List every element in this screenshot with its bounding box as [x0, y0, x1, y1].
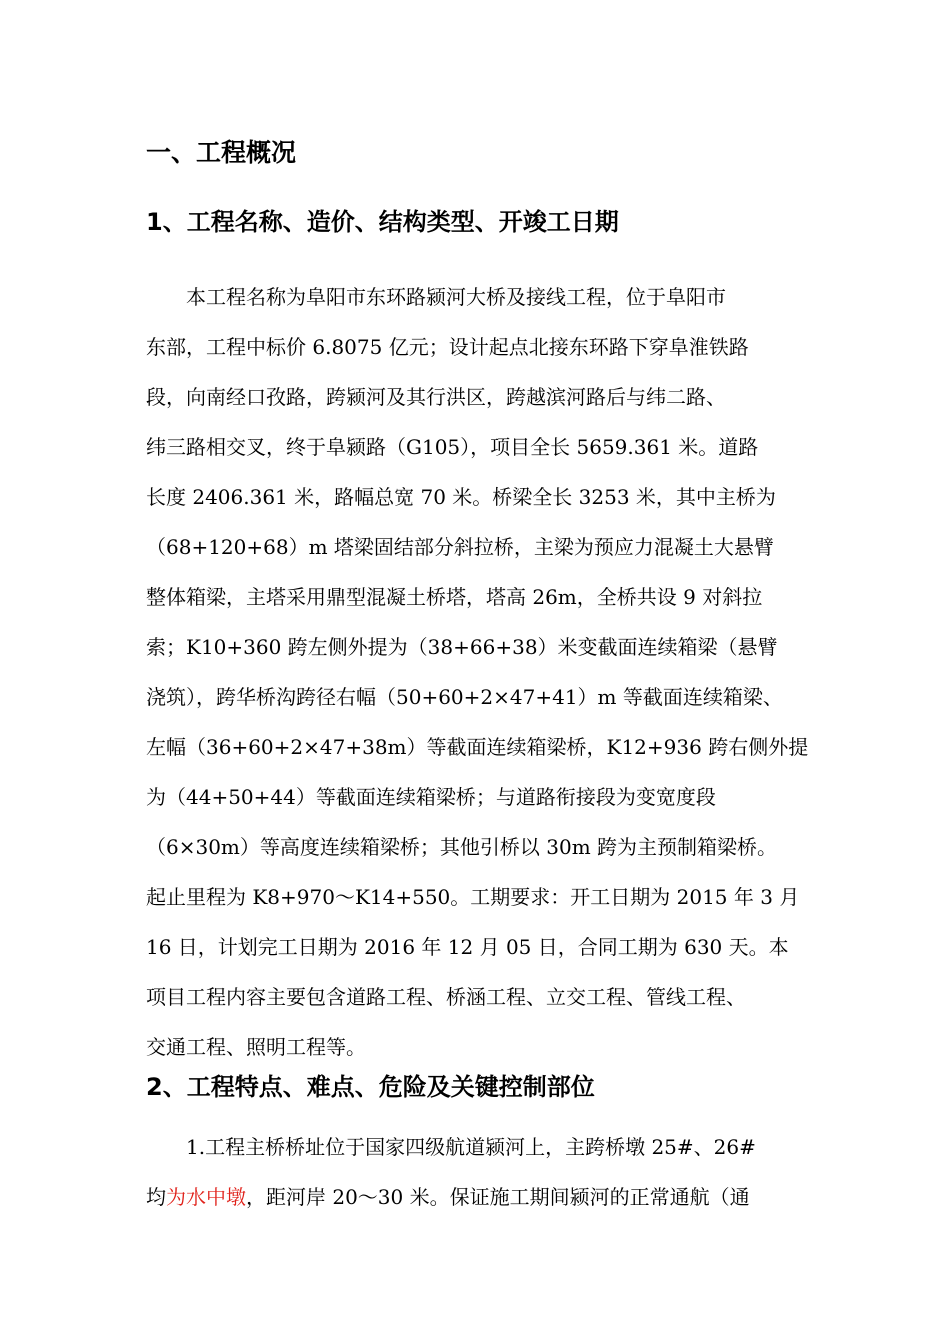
- paragraph-line: （68+120+68）m 塔梁固结部分斜拉桥，主梁为预应力混凝土大悬臂: [146, 535, 774, 559]
- paragraph-line: 交通工程、照明工程等。: [146, 1035, 366, 1059]
- paragraph-line: 项目工程内容主要包含道路工程、桥涵工程、立交工程、管线工程、: [146, 985, 746, 1009]
- paragraph-line: （6×30m）等高度连续箱梁桥；其他引桥以 30m 跨为主预制箱梁桥。: [146, 835, 778, 859]
- paragraph-line: 长度 2406.361 米，路幅总宽 70 米。桥梁全长 3253 米，其中主桥为: [146, 485, 776, 509]
- paragraph-line: 段，向南经口孜路，跨颍河及其行洪区，跨越滨河路后与纬二路、: [146, 385, 726, 409]
- section-1-title: 1、工程名称、造价、结构类型、开竣工日期: [146, 208, 619, 236]
- paragraph-line: [146, 1172, 806, 1222]
- section-2-title: 2、工程特点、难点、危险及关键控制部位: [146, 1073, 595, 1101]
- line-text: ，距河岸 20～30 米。保证施工期间颍河的正常通航（通: [246, 1185, 750, 1209]
- section-1-paragraph: [146, 272, 809, 1072]
- paragraph-line: 左幅（36+60+2×47+38m）等截面连续箱梁桥，K12+936 跨右侧外提: [146, 735, 809, 759]
- paragraph-line: 本工程名称为阜阳市东环路颍河大桥及接线工程，位于阜阳市: [186, 285, 726, 309]
- paragraph-line: 16 日，计划完工日期为 2016 年 12 月 05 日，合同工期为 630 天。本: [146, 935, 789, 959]
- paragraph-line: 整体箱梁，主塔采用鼎型混凝土桥塔，塔高 26m，全桥共设 9 对斜拉: [146, 585, 763, 609]
- line-text: 均: [146, 1185, 166, 1209]
- paragraph-line: 浇筑），跨华桥沟跨径右幅（50+60+2×47+41）m 等截面连续箱梁、: [146, 685, 783, 709]
- highlighted-text: 为水中墩: [166, 1185, 246, 1209]
- paragraph-line: 东部，工程中标价 6.8075 亿元；设计起点北接东环路下穿阜淮铁路: [146, 335, 749, 359]
- paragraph-line: 纬三路相交叉，终于阜颍路（G105），项目全长 5659.361 米。道路: [146, 435, 759, 459]
- paragraph-line: 索；K10+360 跨左侧外提为（38+66+38）米变截面连续箱梁（悬臂: [146, 635, 778, 659]
- paragraph-line: 起止里程为 K8+970～K14+550。工期要求：开工日期为 2015 年 3 月: [146, 885, 800, 909]
- heading-project-overview: 一、工程概况: [146, 138, 297, 167]
- section-2-paragraph: [146, 1122, 806, 1222]
- paragraph-line: 1.工程主桥桥址位于国家四级航道颍河上，主跨桥墩 25#、26#: [186, 1135, 756, 1159]
- paragraph-line: 为（44+50+44）等截面连续箱梁桥；与道路衔接段为变宽度段: [146, 785, 716, 809]
